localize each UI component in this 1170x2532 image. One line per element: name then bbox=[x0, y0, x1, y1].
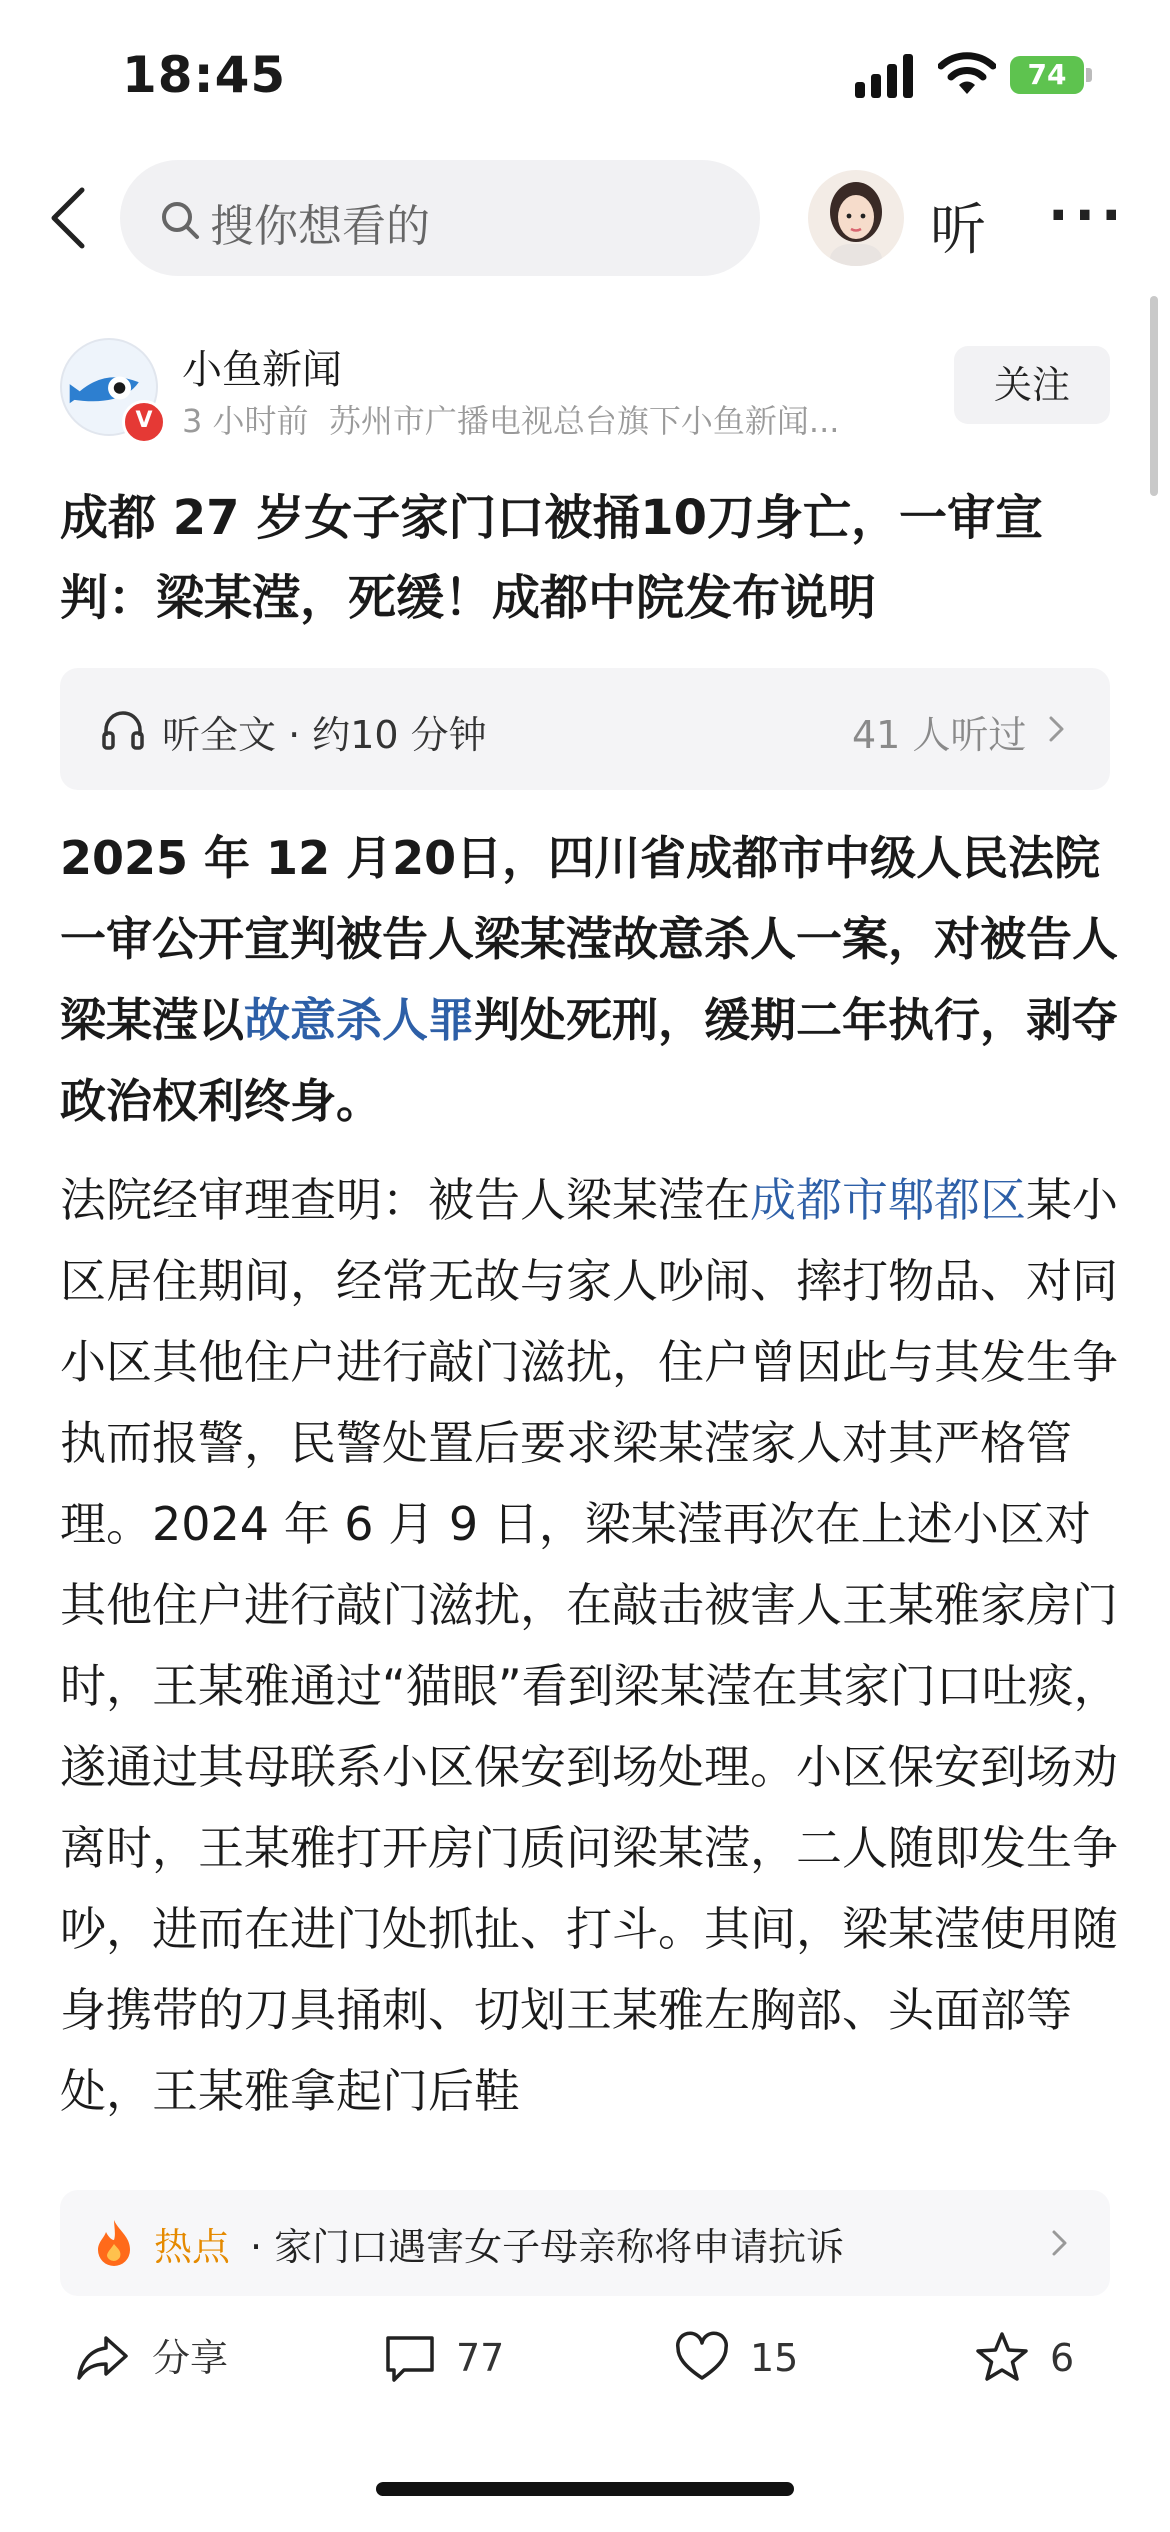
more-menu-icon[interactable]: ··· bbox=[1048, 184, 1128, 247]
search-placeholder[interactable]: 搜你想看的 bbox=[210, 201, 430, 252]
battery-icon: 74 bbox=[1010, 56, 1084, 94]
article-paragraph bbox=[60, 1160, 1120, 2132]
audio-label[interactable]: 听全文 · 约10 分钟 bbox=[162, 713, 487, 757]
paragraph-text: 某小区居住期间，经常无故与家人吵闹、摔打物品、对同小区其他住户进行敲门滋扰，住户曾因此与其发生争执而报警，民警处置后要求梁某滢家人对其严格管理。2024 年 6 月 9 日，梁某滢再次在上述小区对其他住户进行敲门滋扰，在敲击被害人王某雅家房门时，王某雅通过“猫眼”看到梁某滢在其家门口吐痰，遂通过其母联系小区保安到场处理。小区保安到场劝离时，王某雅打开房门质问梁某滢，二人随即发生争吵，进而在进门处抓扯、打斗。其间，梁某滢使用随身携带的刀具捅刺、切划王某雅左胸部、头面部等处，王某雅拿起门后鞋 bbox=[60, 1173, 1120, 2118]
comment-count[interactable]: 77 bbox=[456, 2336, 505, 2380]
hot-topic-text[interactable]: · 家门口遇害女子母亲称将申请抗诉 bbox=[250, 2225, 845, 2269]
headphones-icon bbox=[100, 706, 146, 752]
chevron-right-icon bbox=[1046, 714, 1068, 744]
favorite-count[interactable]: 6 bbox=[1050, 2336, 1075, 2380]
heart-icon[interactable] bbox=[674, 2330, 730, 2386]
scrollbar[interactable] bbox=[1150, 296, 1158, 496]
listen-button[interactable]: 听 bbox=[930, 198, 986, 263]
article-paragraph bbox=[60, 818, 1120, 1142]
avatar[interactable] bbox=[808, 170, 904, 266]
home-indicator[interactable] bbox=[376, 2482, 794, 2496]
location-link[interactable]: 成都市郫都区 bbox=[750, 1173, 1026, 1227]
comment-icon[interactable] bbox=[382, 2330, 438, 2386]
chevron-right-icon bbox=[1050, 2228, 1070, 2258]
search-icon bbox=[158, 198, 202, 242]
paragraph-text: 2025 年 12 月20日，四川省成都市中级人民法院一审公开宣判被告人梁某滢故意杀人一案，对被告人梁某滢以 bbox=[60, 831, 1118, 1047]
hot-tag: 热点 bbox=[154, 2225, 231, 2269]
article-body bbox=[60, 818, 1120, 2168]
publish-time: 3 小时前 bbox=[182, 402, 309, 440]
status-time: 18:45 bbox=[122, 46, 287, 104]
article-title: 成都 27 岁女子家门口被捅10刀身亡，一审宣判：梁某滢，死缓！成都中院发布说明 bbox=[60, 490, 1044, 626]
star-icon[interactable] bbox=[974, 2330, 1030, 2386]
back-arrow-icon[interactable] bbox=[46, 186, 96, 250]
wifi-icon bbox=[938, 50, 996, 96]
battery-tip bbox=[1086, 68, 1092, 82]
source-description: 苏州市广播电视总台旗下小鱼新闻... bbox=[328, 402, 840, 440]
share-label[interactable]: 分享 bbox=[152, 2336, 229, 2380]
source-name[interactable]: 小鱼新闻 bbox=[182, 347, 342, 393]
topic-link[interactable]: 故意杀人罪 bbox=[244, 993, 474, 1047]
listener-count: 41 人听过 bbox=[852, 713, 1027, 757]
like-count[interactable]: 15 bbox=[750, 2336, 799, 2380]
share-icon[interactable] bbox=[74, 2330, 130, 2386]
verified-badge-icon: V bbox=[122, 400, 166, 444]
fire-icon bbox=[92, 2218, 136, 2266]
source-meta bbox=[182, 396, 839, 442]
paragraph-text: 判处死刑，缓期二年执行，剥夺政治权利终身。 bbox=[60, 993, 1118, 1128]
paragraph-text: 法院经审理查明：被告人梁某滢在 bbox=[60, 1173, 750, 1227]
follow-button[interactable]: 关注 bbox=[954, 346, 1110, 424]
cellular-signal-icon bbox=[855, 52, 915, 98]
